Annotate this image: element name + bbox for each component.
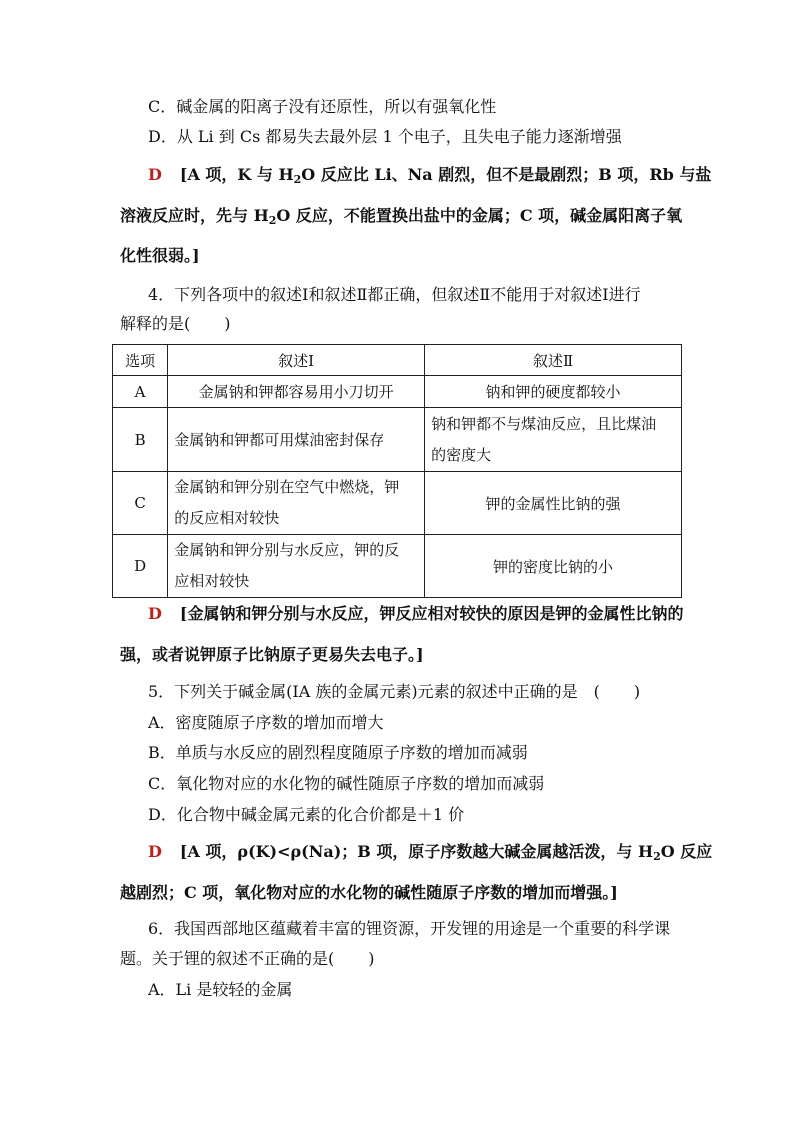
q4-explanation-line2: 强，或者说钾原子比钠原子更易失去电子。] [120,645,424,664]
q6-stem-line1: 6．我国西部地区蕴藏着丰富的锂资源，开发锂的用途是一个重要的科学课 [148,919,671,938]
q3-explanation-line3: 化性很弱。] [120,246,200,265]
q5-explanation-line2: 越剧烈；C 项，氧化物对应的水化物的碱性随原子序数的增加而增强。] [120,883,618,902]
q4-options-table [112,344,682,598]
table-row [113,408,682,472]
q6-stem-line2: 题。关于锂的叙述不正确的是( ) [120,949,375,968]
row-key: D [113,535,168,598]
row-key: B [113,408,168,472]
q3-option-c: C．碱金属的阳离子没有还原性，所以有强氧化性 [148,97,497,116]
row-statement-2: 钾的金属性比钠的强 [425,472,682,535]
q4-stem-line2: 解释的是( ) [120,314,231,333]
q5-option-b: B．单质与水反应的剧烈程度随原子序数的增加而减弱 [148,743,528,762]
table-row [113,472,682,535]
row-statement-1: 金属钠和钾分别与水反应，钾的反 应相对较快 [168,535,425,598]
row-statement-2: 钾的密度比钠的小 [425,535,682,598]
table-row [113,376,682,408]
q5-option-d: D．化合物中碱金属元素的化合价都是＋1 价 [148,805,465,824]
row-statement-1: 金属钠和钾都可用煤油密封保存 [168,408,425,472]
q5-option-c: C．氧化物对应的水化物的碱性随原子序数的增加而减弱 [148,774,545,793]
row-statement-1: 金属钠和钾都容易用小刀切开 [168,376,425,408]
q6-option-a: A．Li 是较轻的金属 [148,980,293,999]
table-row [113,535,682,598]
table-header: 叙述Ⅰ [168,345,425,376]
q5-explanation-line1: D [A 项，ρ(K)<ρ(Na)；B 项，原子序数越大碱金属越活泼，与 $H_2O$ 反应 [148,842,713,863]
q5-option-a: A．密度随原子序数的增加而增大 [148,713,384,732]
row-key: A [113,376,168,408]
q3-option-d: D．从 Li 到 Cs 都易失去最外层 1 个电子，且失电子能力逐渐增强 [148,127,622,146]
q4-stem-line1: 4．下列各项中的叙述Ⅰ和叙述Ⅱ都正确，但叙述Ⅱ不能用于对叙述Ⅰ进行 [148,285,641,304]
q3-explanation-line1: D [A 项，K 与 $H_2O$ 反应比 Li、Na 剧烈，但不是最剧烈；B 项，Rb 与盐 [148,165,712,186]
q3-answer: D [148,165,162,184]
q5-answer: D [148,842,162,861]
q4-explanation-line1: D [金属钠和钾分别与水反应，钾反应相对较快的原因是钾的金属性比钠的 [148,604,684,623]
q5-stem: 5．下列关于碱金属(ⅠA 族的金属元素)元素的叙述中正确的是 ( ) [148,682,641,701]
row-key: C [113,472,168,535]
row-statement-1: 金属钠和钾分别在空气中燃烧，钾 的反应相对较快 [168,472,425,535]
table-header: 叙述Ⅱ [425,345,682,376]
q3-explanation-line2: 溶液反应时，先与 $H_2O$ 反应，不能置换出盐中的金属；C 项，碱金属阳离子氧 [120,206,683,227]
q4-answer: D [148,604,162,623]
row-statement-2: 钠和钾都不与煤油反应，且比煤油 的密度大 [425,408,682,472]
row-statement-2: 钠和钾的硬度都较小 [425,376,682,408]
table-header-row [113,345,682,376]
table-header: 选项 [113,345,168,376]
